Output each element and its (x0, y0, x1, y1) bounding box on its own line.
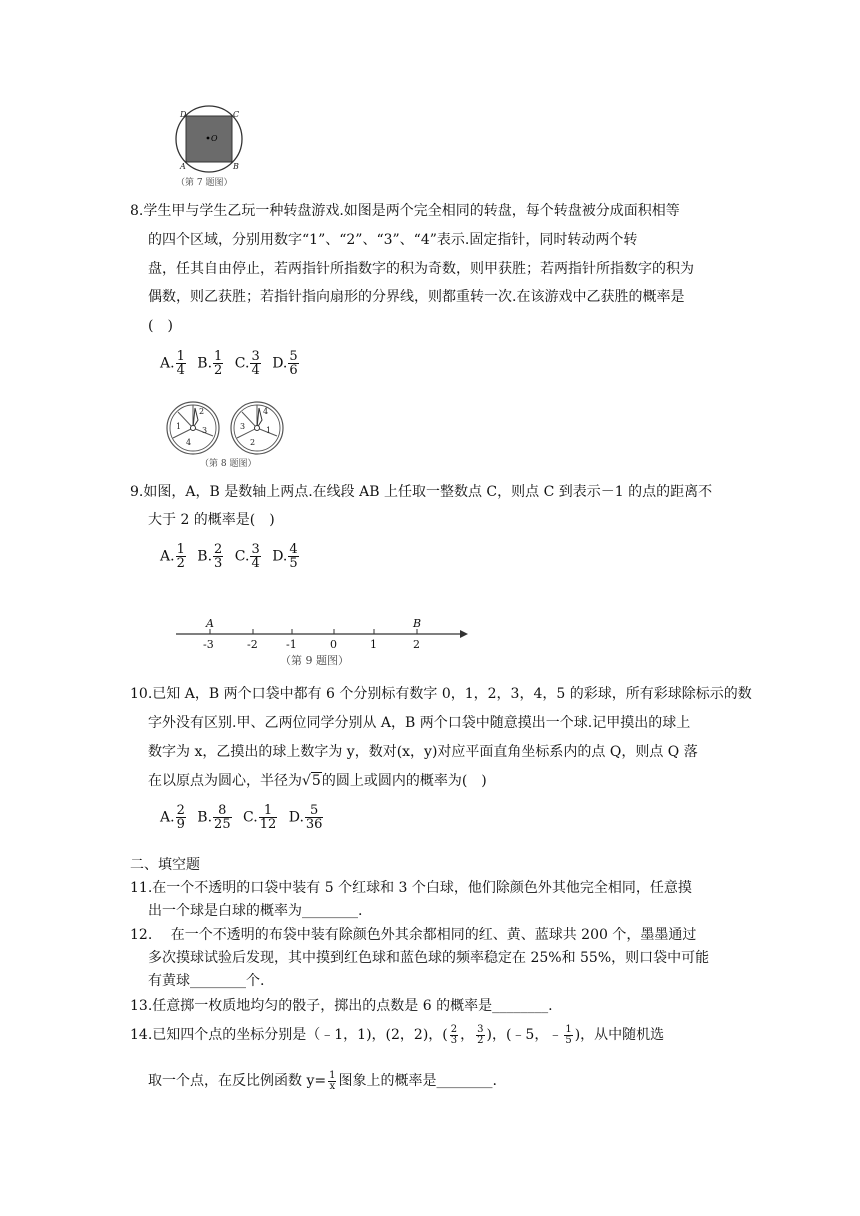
q10-option-d[interactable]: D. $\frac{5}{36}$ (288, 803, 323, 832)
fig9-tick-label: -2 (247, 638, 258, 651)
fig9-caption: （第 9 题图） (280, 654, 349, 667)
spinner1-label-2: 2 (199, 407, 205, 416)
fig7-label-d: D (180, 110, 187, 119)
q10-sqrt-value: 5 (311, 773, 321, 789)
q14-line-2-pre: 取一个点，在反比例函数 y= (148, 1073, 327, 1089)
q9-line-2: 大于 2 的概率是( ) (148, 512, 275, 528)
q14-frac-1: $\frac{2}{3}$ (450, 1023, 458, 1046)
q8-line-1: 8.学生甲与学生乙玩一种转盘游戏.如图是两个完全相同的转盘，每个转盘被分成面积相等 (130, 203, 680, 219)
q9-option-a[interactable]: A. $\frac{1}{2}$ (160, 542, 185, 571)
q8-option-d[interactable]: D. $\frac{5}{6}$ (272, 349, 298, 378)
spinner-2 (231, 402, 283, 454)
q10-line-4-post: 的圆上或圆内的概率为( ) (321, 773, 487, 789)
q12-line-1: 12. 在一个不透明的布袋中装有除颜色外其余都相同的红、黄、蓝球共 200 个，墨墨通过 (130, 927, 697, 943)
q9-options (160, 543, 306, 570)
q10-line-1: 10.已知 A，B 两个口袋中都有 6 个分别标有数字 0，1，2，3，4，5 的彩球，所有彩球除标示的数 (130, 686, 752, 702)
q8-line-2: 的四个区域，分别用数字“1”、“2”、“3”、“4”表示.固定指针，同时转动两个转 (148, 232, 638, 248)
spinner1-label-3: 3 (202, 426, 208, 435)
q8-option-a[interactable]: A. $\frac{1}{4}$ (160, 349, 185, 378)
fig9-point-b: B (413, 617, 422, 630)
fig9-tick-label: 0 (330, 638, 337, 651)
q8-option-c[interactable]: C. $\frac{3}{4}$ (234, 349, 260, 378)
fig7-label-b: B (233, 162, 239, 171)
spinner2-label-4: 4 (263, 407, 269, 416)
fig7-label-a: A (180, 162, 186, 171)
sqrt-symbol: √ (302, 773, 311, 789)
fig8-spinners (164, 400, 294, 456)
q14-frac-x: $\frac{1}{x}$ (329, 1069, 336, 1092)
q14-pre: 14.已知四个点的坐标分别是（﹣1，1)，(2，2)，( (130, 1027, 448, 1043)
q10-line-3: 数字为 x，乙摸出的球上数字为 y，数对(x，y)对应平面直角坐标系内的点 Q，则点 Q 落 (148, 744, 698, 760)
q8-line-3: 盘，任其自由停止，若两指针所指数字的积为奇数，则甲获胜；若两指针所指数字的积为 (148, 261, 694, 277)
q14-frac-3: $\frac{1}{5}$ (565, 1023, 572, 1046)
fig7-caption: （第 7 题图） (176, 178, 233, 188)
q11-line-1: 11.在一个不透明的口袋中装有 5 个红球和 3 个白球，他们除颜色外其他完全相同，任意摸 (130, 880, 692, 896)
q13-line: 13.任意掷一枚质地均匀的骰子，掷出的点数是 6 的概率是________. (130, 998, 553, 1014)
q11-line-2: 出一个球是白球的概率为________. (148, 903, 363, 919)
q8-option-b[interactable]: B. $\frac{1}{2}$ (197, 349, 223, 378)
spinner2-label-3: 3 (240, 422, 246, 431)
q10-line-2: 字外没有区别.甲、乙两位同学分别从 A，B 两个口袋中随意摸出一个球.记甲摸出的球上 (148, 715, 691, 731)
fig9-point-a: A (206, 617, 214, 630)
q14-line-2 (148, 1068, 497, 1094)
q12-line-2: 多次摸球试验后发现，其中摸到红色球和蓝色球的频率稳定在 25%和 55%，则口袋中可能 (148, 950, 710, 966)
q14-mid-1: ， (460, 1027, 475, 1043)
section-heading: 二、填空题 (130, 857, 200, 873)
q8-line-4: 偶数，则乙获胜；若指针指向扇形的分界线，则都重转一次.在该游戏中乙获胜的概率是 (148, 289, 685, 305)
fig9-tick-label: 2 (413, 638, 420, 651)
fig9-tick-label: 1 (370, 638, 377, 651)
q10-line-4-pre: 在以原点为圆心，半径为 (148, 773, 302, 789)
q14-line-2-post: 图象上的概率是________. (338, 1073, 497, 1089)
spinner1-label-1: 1 (176, 422, 182, 431)
spinner1-label-4: 4 (186, 438, 192, 447)
q8-options (160, 350, 306, 377)
q14-mid-2: )，(﹣5，﹣ (486, 1027, 563, 1043)
fig7-diagram (170, 103, 250, 175)
q14-post: )，从中随机选 (574, 1027, 665, 1043)
fig7-label-c: C (233, 110, 240, 119)
q9-line-1: 9.如图，A，B 是数轴上两点.在线段 AB 上任取一整数点 C，则点 C 到表示－1 的点的距离不 (130, 484, 713, 500)
q9-option-d[interactable]: D. $\frac{4}{5}$ (272, 542, 298, 571)
fig8-caption: （第 8 题图） (200, 459, 257, 469)
q9-option-c[interactable]: C. $\frac{3}{4}$ (234, 542, 260, 571)
q14-line-1 (130, 1022, 664, 1048)
q10-option-b[interactable]: B. $\frac{8}{25}$ (197, 803, 231, 832)
q9-option-b[interactable]: B. $\frac{2}{3}$ (197, 542, 223, 571)
fig9-tick-label: -3 (203, 638, 214, 651)
q10-option-a[interactable]: A. $\frac{2}{9}$ (160, 803, 185, 832)
fig7-label-o: O (211, 134, 218, 143)
q8-line-5: ( ) (148, 318, 173, 334)
figure-9 (172, 614, 472, 670)
spinner2-label-2: 2 (250, 438, 256, 447)
figure-7 (170, 103, 250, 188)
spinner2-label-1: 1 (266, 426, 272, 435)
q12-line-3: 有黄球________个. (148, 973, 265, 989)
q14-frac-2: $\frac{3}{2}$ (477, 1023, 484, 1046)
q10-options (160, 804, 330, 831)
q10-line-4 (148, 771, 487, 791)
q10-option-c[interactable]: C. $\frac{1}{12}$ (243, 803, 277, 832)
fig9-tick-label: -1 (286, 638, 297, 651)
spinner-1 (167, 402, 219, 454)
figure-8 (164, 400, 294, 470)
fig9-number-line (172, 614, 472, 654)
